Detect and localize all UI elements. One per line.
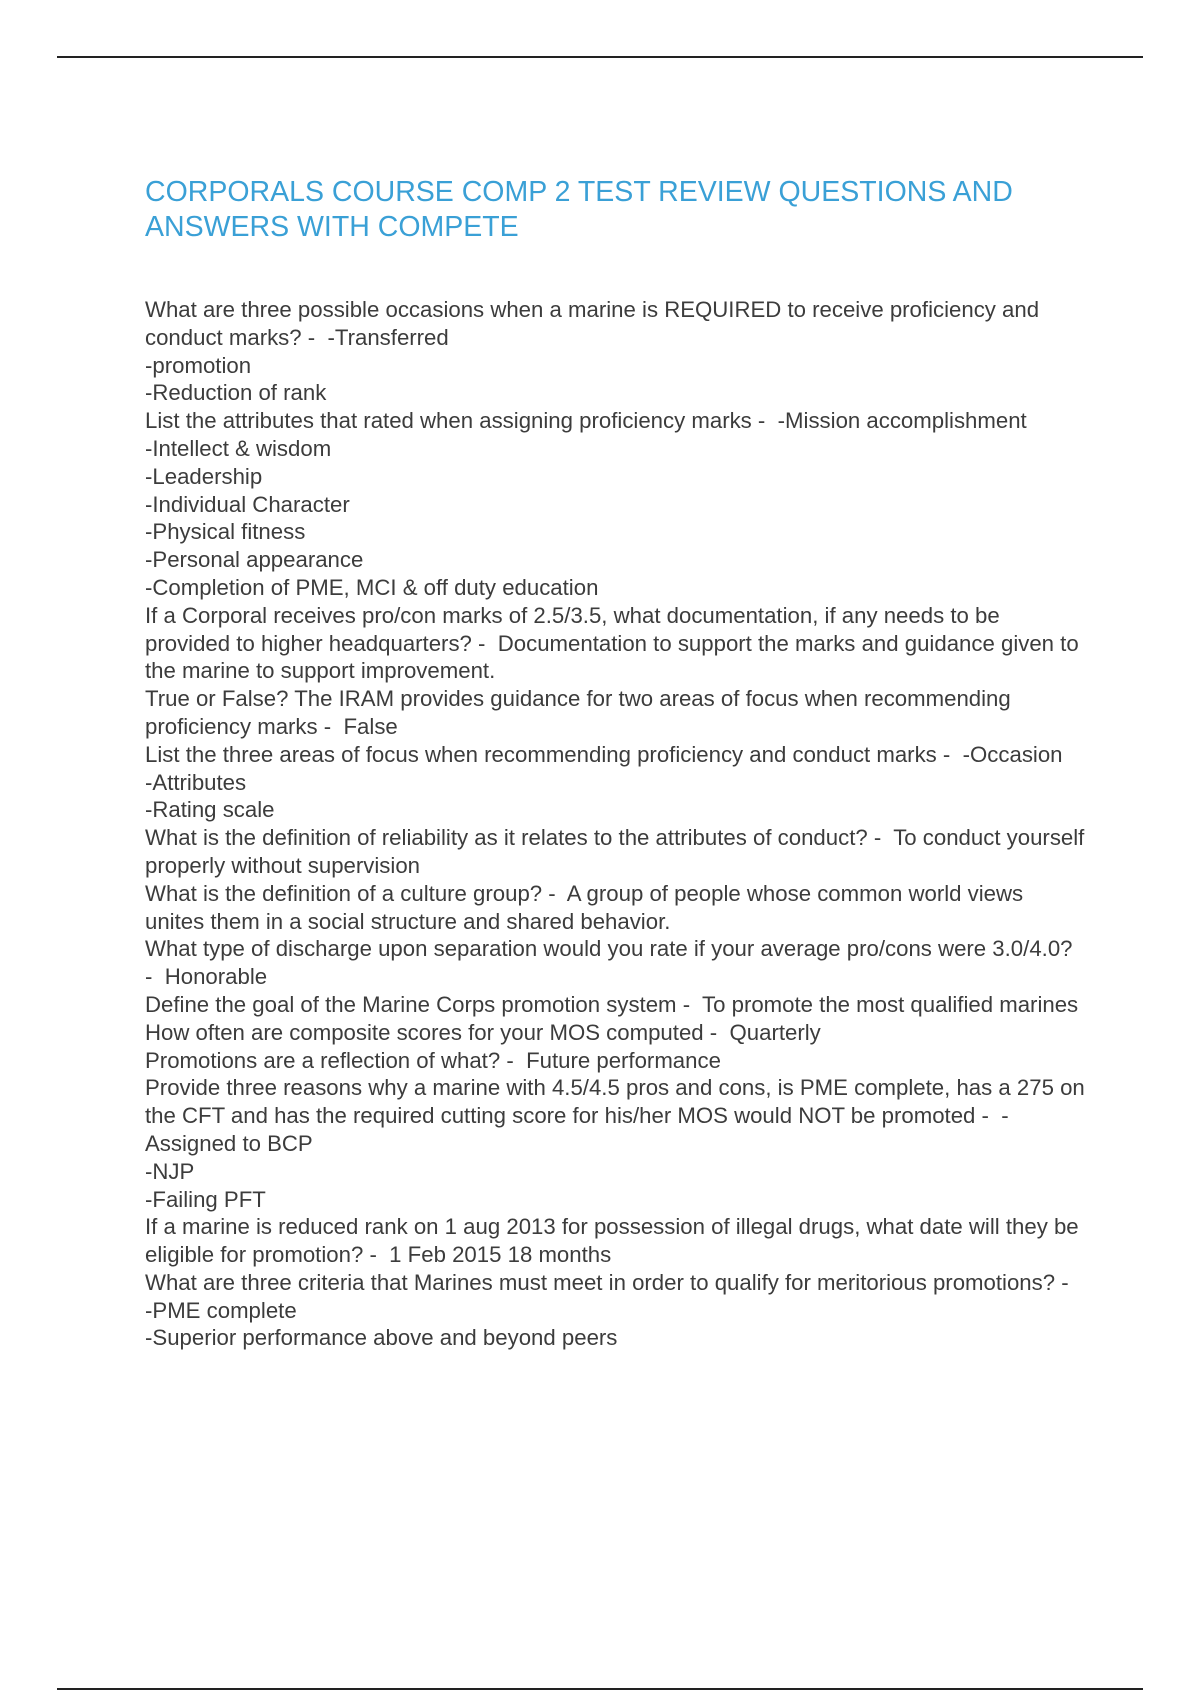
- text-line: -Intellect & wisdom: [145, 435, 332, 461]
- text-line: -Personal appearance: [145, 547, 364, 573]
- footer-rule: [57, 1688, 1143, 1690]
- header-rule: [57, 56, 1143, 58]
- text-line: If a Corporal receives pro/con marks of 2.5/3.5, what documentation, if any needs to be provided to higher headquarters? - Documentation to support the marks and guidance given to the marine to support improvement.: [145, 602, 1085, 684]
- text-line: -Completion of PME, MCI & off duty education: [145, 574, 599, 600]
- text-line: -Physical fitness: [145, 519, 306, 545]
- text-line: What is the definition of reliability as it relates to the attributes of conduct? - To conduct yourself properly without supervision: [145, 825, 1091, 878]
- text-line: -promotion: [145, 352, 252, 378]
- text-line: How often are composite scores for your MOS computed - Quarterly: [145, 1019, 821, 1045]
- text-line: -Attributes: [145, 769, 247, 795]
- text-line: Promotions are a reflection of what? - Future performance: [145, 1047, 721, 1073]
- text-line: -Superior performance above and beyond peers: [145, 1325, 618, 1351]
- text-line: True or False? The IRAM provides guidance for two areas of focus when recommending proficiency marks - False: [145, 686, 1017, 739]
- text-line: Define the goal of the Marine Corps promotion system - To promote the most qualified marines: [145, 991, 1079, 1017]
- text-line: -Leadership: [145, 463, 263, 489]
- text-line: If a marine is reduced rank on 1 aug 2013 for possession of illegal drugs, what date will they be eligible for promotion? - 1 Feb 2015 18 months: [145, 1214, 1085, 1268]
- text-line: What type of discharge upon separation would you rate if your average pro/cons were 3.0/4.0? - Honorable: [145, 936, 1079, 990]
- document-title: CORPORALS COURSE COMP 2 TEST REVIEW QUESTIONS AND ANSWERS WITH COMPETE: [145, 176, 1013, 243]
- text-line: -Failing PFT: [145, 1186, 266, 1212]
- text-line: -Individual Character: [145, 491, 350, 517]
- text-line: -NJP: [145, 1158, 195, 1184]
- text-line: List the attributes that rated when assigning proficiency marks - -Mission accomplishment: [145, 408, 1027, 434]
- text-line: What are three criteria that Marines must meet in order to qualify for meritorious promotions? - -PME complete: [145, 1269, 1081, 1323]
- text-line: List the three areas of focus when recommending proficiency and conduct marks - -Occasion: [145, 741, 1063, 767]
- text-line: -Reduction of rank: [145, 380, 327, 406]
- document-body: [145, 296, 1091, 1352]
- text-line: What are three possible occasions when a marine is REQUIRED to receive proficiency and conduct marks? - -Transferred: [145, 297, 1046, 350]
- text-line: What is the definition of a culture group? - A group of people whose common world views unites them in a social structure and shared behavior.: [145, 880, 1030, 934]
- text-line: -Rating scale: [145, 797, 275, 823]
- text-line: Provide three reasons why a marine with 4.5/4.5 pros and cons, is PME complete, has a 275 on the CFT and has the required cutting score for his/her MOS would NOT be promoted - -Assigned to BCP: [145, 1075, 1091, 1156]
